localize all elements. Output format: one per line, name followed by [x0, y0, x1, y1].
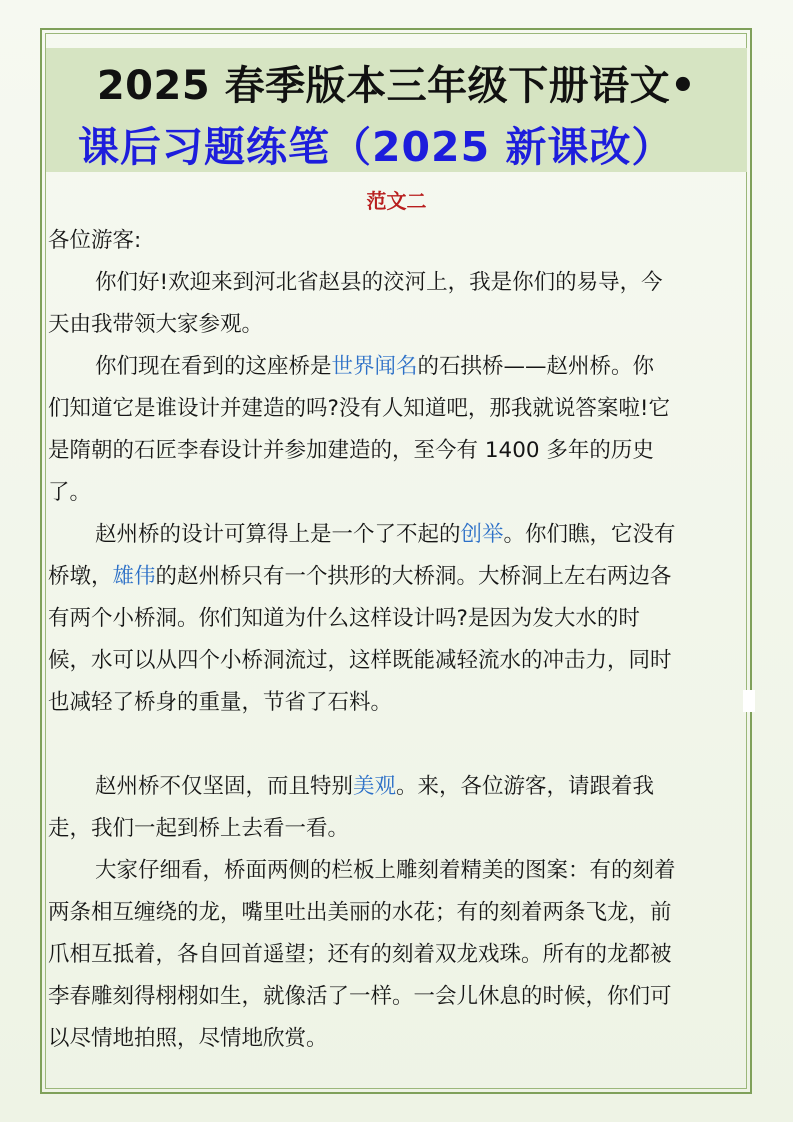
page-title: 2025 春季版本三年级下册语文•	[96, 63, 697, 109]
highlight-word: 世界闻名	[331, 354, 418, 379]
highlight-word: 美观	[353, 774, 397, 799]
text-line: 李春雕刻得栩栩如生，就像活了一样。一会儿休息的时候，你们可	[48, 984, 672, 1009]
text-line: 赵州桥不仅坚固，而且特别美观。来，各位游客，请跟着我	[95, 774, 655, 799]
text-line: 有两个小桥洞。你们知道为什么这样设计吗?是因为发大水的时	[48, 606, 640, 631]
page-subtitle: 课后习题练笔（2025 新课改）	[78, 123, 674, 171]
text-line: 也减轻了桥身的重量，节省了石料。	[48, 690, 393, 715]
greeting: 各位游客:	[48, 228, 142, 253]
text-line: 爪相互抵着，各自回首遥望；还有的刻着双龙戏珠。所有的龙都被	[48, 942, 672, 967]
text-line: 两条相互缠绕的龙，嘴里吐出美丽的水花；有的刻着两条飞龙，前	[48, 900, 672, 925]
highlight-word: 雄伟	[112, 564, 156, 589]
text-line: 赵州桥的设计可算得上是一个了不起的创举。你们瞧，它没有	[95, 522, 676, 547]
essay-body	[48, 220, 748, 1060]
text-line: 候，水可以从四个小桥洞流过，这样既能减轻流水的冲击力，同时	[48, 648, 672, 673]
highlight-word: 创举	[460, 522, 504, 547]
border-notch	[743, 690, 755, 712]
text-line: 以尽情地拍照，尽情地欣赏。	[48, 1026, 328, 1051]
text-line: 你们好!欢迎来到河北省赵县的洨河上，我是你们的易导，今	[95, 270, 663, 295]
text-line: 是隋朝的石匠李春设计并参加建造的，至今有 1400 多年的历史	[48, 438, 654, 463]
paragraph-gap	[48, 724, 748, 766]
text-line: 走，我们一起到桥上去看一看。	[48, 816, 350, 841]
text-line: 桥墩，雄伟的赵州桥只有一个拱形的大桥洞。大桥洞上左右两边各	[48, 564, 672, 589]
text-line: 了。	[48, 480, 92, 505]
essay-title: 范文二	[366, 189, 427, 213]
text-line: 天由我带领大家参观。	[48, 312, 264, 337]
text-line: 大家仔细看，桥面两侧的栏板上雕刻着精美的图案：有的刻着	[95, 858, 676, 883]
text-line: 们知道它是谁设计并建造的吗?没有人知道吧，那我就说答案啦!它	[48, 396, 671, 421]
text-line: 你们现在看到的这座桥是世界闻名的石拱桥——赵州桥。你	[95, 354, 655, 379]
